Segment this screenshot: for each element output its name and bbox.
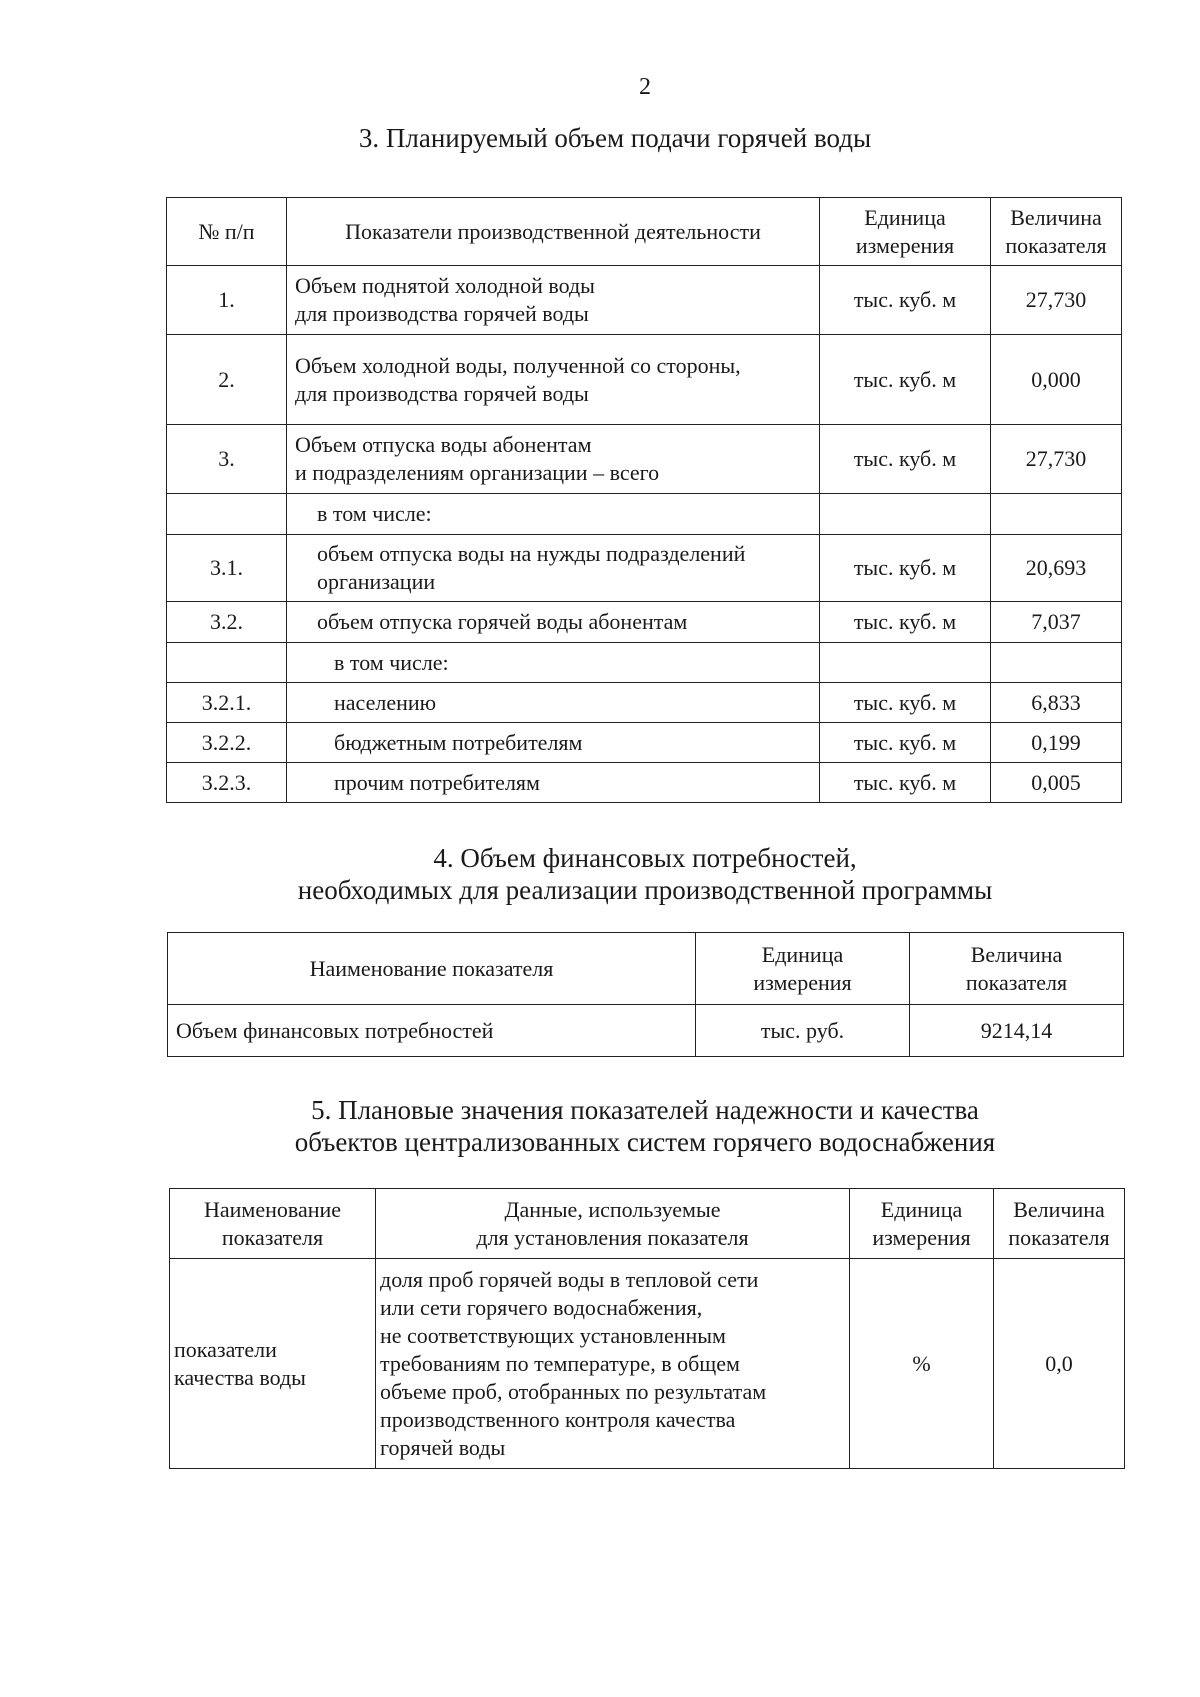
- table-row: Объем финансовых потребностей тыс. руб. 9214,14: [168, 1005, 1124, 1057]
- section5-table: [169, 1188, 1125, 1469]
- header-unit: Единица измерения: [696, 933, 910, 1005]
- section4-title: 4. Объем финансовых потребностей, необходимых для реализации производственной программы: [297, 843, 993, 905]
- table-row: в том числе:: [167, 494, 1122, 535]
- page-number: 2: [639, 74, 651, 100]
- table-row: 3.2.2. бюджетным потребителям тыс. куб. м 0,199: [167, 723, 1122, 763]
- table-row: 3. Объем отпуска воды абонентам и подразделениям организации – всего тыс. куб. м 27,730: [167, 425, 1122, 494]
- header-value: Величина показателя: [991, 198, 1122, 266]
- table-header-row: [168, 933, 1124, 1005]
- table-row: 1. Объем поднятой холодной воды для производства горячей воды тыс. куб. м 27,730: [167, 266, 1122, 335]
- table-row: 2. Объем холодной воды, полученной со стороны, для производства горячей воды тыс. куб. м 0,000: [167, 335, 1122, 425]
- header-data: Данные, используемые для установления показателя: [376, 1189, 850, 1259]
- header-value: Величина показателя: [994, 1189, 1125, 1259]
- section5-title: 5. Плановые значения показателей надежности и качества объектов централизованных систем горячего водоснабжения: [294, 1095, 996, 1157]
- header-unit: Единица измерения: [820, 198, 991, 266]
- header-name: Наименование показателя: [168, 933, 696, 1005]
- table-row: 3.2.3. прочим потребителям тыс. куб. м 0,005: [167, 763, 1122, 803]
- header-unit: Единица измерения: [850, 1189, 994, 1259]
- section3-title: 3. Планируемый объем подачи горячей воды: [358, 123, 872, 153]
- table-row: 3.1. объем отпуска воды на нужды подразделений организации тыс. куб. м 20,693: [167, 535, 1122, 602]
- table-row: 3.2. объем отпуска горячей воды абонентам тыс. куб. м 7,037: [167, 602, 1122, 643]
- table-header-row: [167, 198, 1122, 266]
- table-row: в том числе:: [167, 643, 1122, 683]
- table-row: показатели качества воды доля проб горячей воды в тепловой сети или сети горячего водоснабжения, не соответствующих установленным требованиям по температуре, в общем объеме проб, отобранных по результатам производственного контроля качества горячей воды % 0,0: [170, 1259, 1125, 1469]
- header-num: № п/п: [167, 198, 287, 266]
- table-row: 3.2.1. населению тыс. куб. м 6,833: [167, 683, 1122, 723]
- table-header-row: [170, 1189, 1125, 1259]
- section4-table: [167, 932, 1124, 1057]
- header-value: Величина показателя: [910, 933, 1124, 1005]
- header-indicator: Показатели производственной деятельности: [287, 198, 820, 266]
- header-name: Наименование показателя: [170, 1189, 376, 1259]
- section3-table: [166, 197, 1122, 803]
